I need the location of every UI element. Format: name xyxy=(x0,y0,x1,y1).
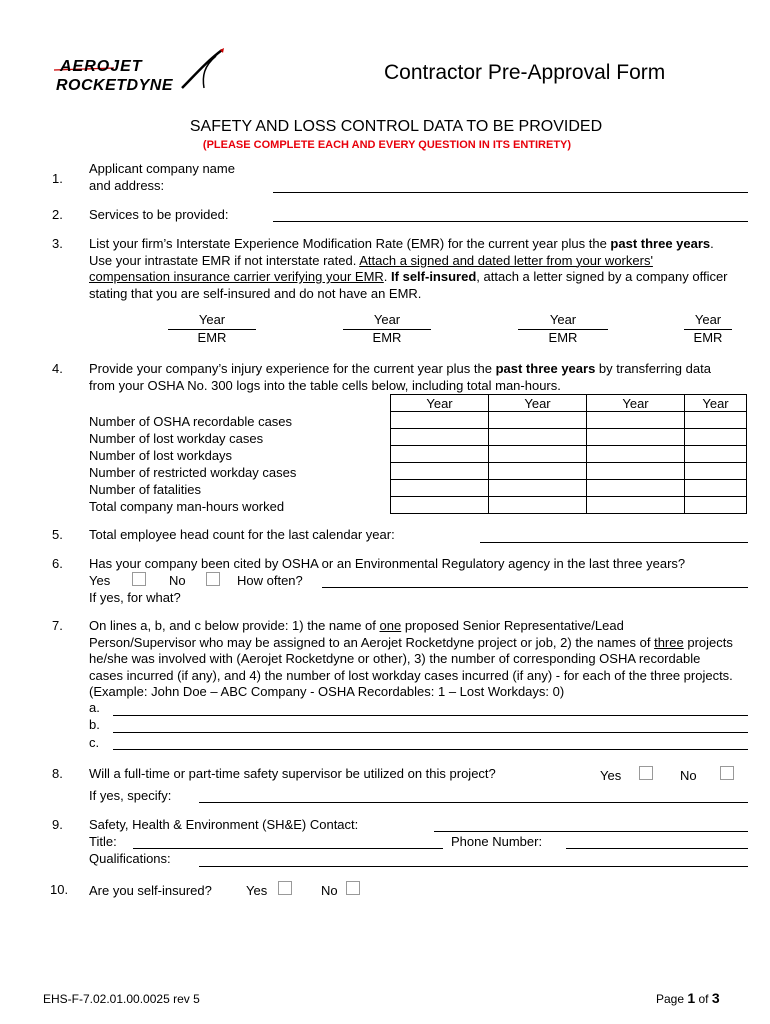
emr-entry-2[interactable] xyxy=(343,312,431,346)
q4-text xyxy=(89,361,729,394)
osha-cell[interactable] xyxy=(489,446,587,463)
q3-text xyxy=(89,236,729,302)
q6-no-checkbox[interactable] xyxy=(206,572,220,586)
page-current: 1 xyxy=(687,990,696,1006)
emr-entry-4[interactable] xyxy=(684,312,732,346)
q7-line-b-label: b. xyxy=(89,717,100,732)
q5-label: Total employee head count for the last calendar year: xyxy=(89,527,395,542)
osha-cell[interactable] xyxy=(685,480,747,497)
osha-year-header: Year xyxy=(489,395,587,412)
q8-number: 8. xyxy=(52,766,63,781)
osha-year-header: Year xyxy=(391,395,489,412)
emr-year-label: Year xyxy=(343,312,431,330)
q6-label: Has your company been cited by OSHA or an Environmental Regulatory agency in the last three years? xyxy=(89,556,686,571)
q10-no-checkbox[interactable] xyxy=(346,881,360,895)
logo-line1: AEROJET xyxy=(60,58,143,75)
q4-text-a: Provide your company’s injury experience for the current year plus the xyxy=(89,361,496,376)
q7-line-a-label: a. xyxy=(89,700,100,715)
footer-doc-id: EHS-F-7.02.01.00.0025 rev 5 xyxy=(43,992,200,1006)
osha-row-label: Number of lost workdays xyxy=(89,448,233,463)
q3-text-b: . Use your intrastate EMR if not interstate rated. xyxy=(89,236,714,268)
osha-cell[interactable] xyxy=(489,412,587,429)
q1-label-line1: Applicant company name xyxy=(89,161,235,176)
q2-services-field[interactable] xyxy=(273,221,748,222)
osha-year-header: Year xyxy=(587,395,685,412)
q3-text-c: . xyxy=(383,269,392,284)
q10-label: Are you self-insured? xyxy=(89,883,212,898)
page-of-label: of xyxy=(695,992,712,1006)
q7-underline-a: one xyxy=(379,618,402,633)
q7-line-a-field[interactable] xyxy=(113,715,748,716)
q9-contact-field[interactable] xyxy=(434,831,748,832)
table-row xyxy=(391,429,747,446)
q4-bold-a: past three years xyxy=(495,361,596,376)
q3-bold-a: past three years xyxy=(610,236,711,251)
osha-cell[interactable] xyxy=(391,480,489,497)
q3-text-a: List your firm’s Interstate Experience Modification Rate (EMR) for the current year plus the xyxy=(89,236,611,251)
q4-number: 4. xyxy=(52,361,63,376)
q2-label: Services to be provided: xyxy=(89,207,229,222)
q8-yes-checkbox[interactable] xyxy=(639,766,653,780)
q3-underline-a: Attach a signed and dated letter from your workers' compensation insurance carrier verifying your EMR xyxy=(89,252,653,284)
logo-line2: ROCKETDYNE xyxy=(56,77,174,94)
q2-number: 2. xyxy=(52,207,63,222)
emr-value-label: EMR xyxy=(197,330,227,345)
osha-row-label: Number of lost workday cases xyxy=(89,431,264,446)
osha-cell[interactable] xyxy=(587,480,685,497)
osha-injury-table xyxy=(390,394,747,514)
q9-number: 9. xyxy=(52,817,63,832)
emr-year-label: Year xyxy=(518,312,608,330)
osha-row-label: Number of fatalities xyxy=(89,482,201,497)
osha-cell[interactable] xyxy=(489,429,587,446)
osha-cell[interactable] xyxy=(685,497,747,514)
table-row xyxy=(391,463,747,480)
q9-qualifications-label: Qualifications: xyxy=(89,851,171,866)
q3-text-d: , attach a letter signed by a company officer stating that you are self-insured and do not have an EMR. xyxy=(89,269,728,301)
q6-no-label: No xyxy=(169,573,186,588)
q8-specify-field[interactable] xyxy=(199,802,748,803)
q9-qualifications-field[interactable] xyxy=(199,866,748,867)
q10-yes-checkbox[interactable] xyxy=(278,881,292,895)
q7-text-b: proposed Senior Representative/Lead Person/Supervisor who may be assigned to an Aerojet Rocketdyne project or job, 2) the names of xyxy=(89,618,655,650)
q8-no-checkbox[interactable] xyxy=(720,766,734,780)
emr-value-label: EMR xyxy=(548,330,578,345)
q7-line-b-field[interactable] xyxy=(113,732,748,733)
q9-label: Safety, Health & Environment (SH&E) Contact: xyxy=(89,817,359,832)
q9-title-label: Title: xyxy=(89,834,117,849)
q1-address-field[interactable] xyxy=(273,192,748,193)
table-row xyxy=(391,480,747,497)
q6-yes-label: Yes xyxy=(89,573,111,588)
osha-cell[interactable] xyxy=(587,463,685,480)
osha-cell[interactable] xyxy=(685,446,747,463)
q4-text-b: by transferring data from your OSHA No. 300 logs into the table cells below, including total man-hours. xyxy=(89,361,711,393)
q3-number: 3. xyxy=(52,236,63,251)
q1-label-line2: and address: xyxy=(89,178,165,193)
emr-year-label: Year xyxy=(684,312,732,330)
osha-cell[interactable] xyxy=(685,429,747,446)
osha-cell[interactable] xyxy=(391,463,489,480)
footer-page-number xyxy=(656,990,720,1008)
q5-number: 5. xyxy=(52,527,63,542)
page-total: 3 xyxy=(711,990,720,1006)
q10-no-label: No xyxy=(321,883,338,898)
form-title: Contractor Pre-Approval Form xyxy=(384,61,666,84)
osha-cell[interactable] xyxy=(587,497,685,514)
emr-entry-1[interactable] xyxy=(168,312,256,346)
company-logo xyxy=(54,48,226,98)
osha-cell[interactable] xyxy=(391,429,489,446)
q6-number: 6. xyxy=(52,556,63,571)
emr-value-label: EMR xyxy=(693,330,723,345)
osha-cell[interactable] xyxy=(391,446,489,463)
osha-row-label: Number of restricted workday cases xyxy=(89,465,297,480)
osha-header-row xyxy=(391,395,747,412)
table-row xyxy=(391,446,747,463)
osha-year-header: Year xyxy=(685,395,747,412)
osha-row-label: Number of OSHA recordable cases xyxy=(89,414,293,429)
q6-how-often-label: How often? xyxy=(237,573,303,588)
osha-cell[interactable] xyxy=(587,429,685,446)
q6-if-yes-label: If yes, for what? xyxy=(89,590,181,605)
osha-cell[interactable] xyxy=(685,463,747,480)
q7-number: 7. xyxy=(52,618,63,633)
osha-row-labels xyxy=(89,413,296,515)
q8-no-label: No xyxy=(680,768,697,783)
osha-cell[interactable] xyxy=(391,497,489,514)
q6-yes-checkbox[interactable] xyxy=(132,572,146,586)
osha-row-label: Total company man-hours worked xyxy=(89,499,285,514)
q9-phone-field[interactable] xyxy=(566,848,748,849)
osha-cell[interactable] xyxy=(489,480,587,497)
page-label: Page xyxy=(656,992,688,1006)
table-row xyxy=(391,412,747,429)
osha-cell[interactable] xyxy=(587,412,685,429)
osha-cell[interactable] xyxy=(587,446,685,463)
osha-cell[interactable] xyxy=(489,497,587,514)
q7-underline-b: three xyxy=(654,634,684,650)
q8-yes-label: Yes xyxy=(600,768,622,783)
q8-if-yes-label: If yes, specify: xyxy=(89,788,172,803)
q10-yes-label: Yes xyxy=(246,883,268,898)
osha-cell[interactable] xyxy=(391,412,489,429)
q7-line-c-label: c. xyxy=(89,735,100,750)
q7-text-a: On lines a, b, and c below provide: 1) the name of xyxy=(89,618,380,633)
q8-label: Will a full-time or part-time safety supervisor be utilized on this project? xyxy=(89,766,496,781)
section-subtitle: (PLEASE COMPLETE EACH AND EVERY QUESTION IN ITS ENTIRETY) xyxy=(202,139,572,151)
table-row xyxy=(391,497,747,514)
section-title: SAFETY AND LOSS CONTROL DATA TO BE PROVIDED xyxy=(189,118,603,135)
q9-title-field[interactable] xyxy=(133,848,443,849)
q7-line-c-field[interactable] xyxy=(113,749,748,750)
q1-number: 1. xyxy=(52,171,63,186)
osha-cell[interactable] xyxy=(489,463,587,480)
q10-number: 10. xyxy=(50,882,69,897)
osha-cell[interactable] xyxy=(685,412,747,429)
q6-how-often-field[interactable] xyxy=(322,587,748,588)
q3-bold-b: If self-insured xyxy=(391,269,477,284)
emr-entry-3[interactable] xyxy=(518,312,608,346)
emr-year-label: Year xyxy=(168,312,256,330)
q9-phone-label: Phone Number: xyxy=(451,834,543,849)
q5-headcount-field[interactable] xyxy=(480,542,748,543)
q7-text xyxy=(89,618,734,701)
emr-value-label: EMR xyxy=(372,330,402,345)
q7-text-c: projects he/she was involved with (Aerojet Rocketdyne or other), 3) the number of corresponding OSHA recordable cases incurred (if any), and 4) the number of lost workday cases incurred (if any) - for each of the three projects. (Example: John Doe – ABC Company - OSHA Recordables: 1 – Lost Workdays: 0) xyxy=(89,634,733,699)
